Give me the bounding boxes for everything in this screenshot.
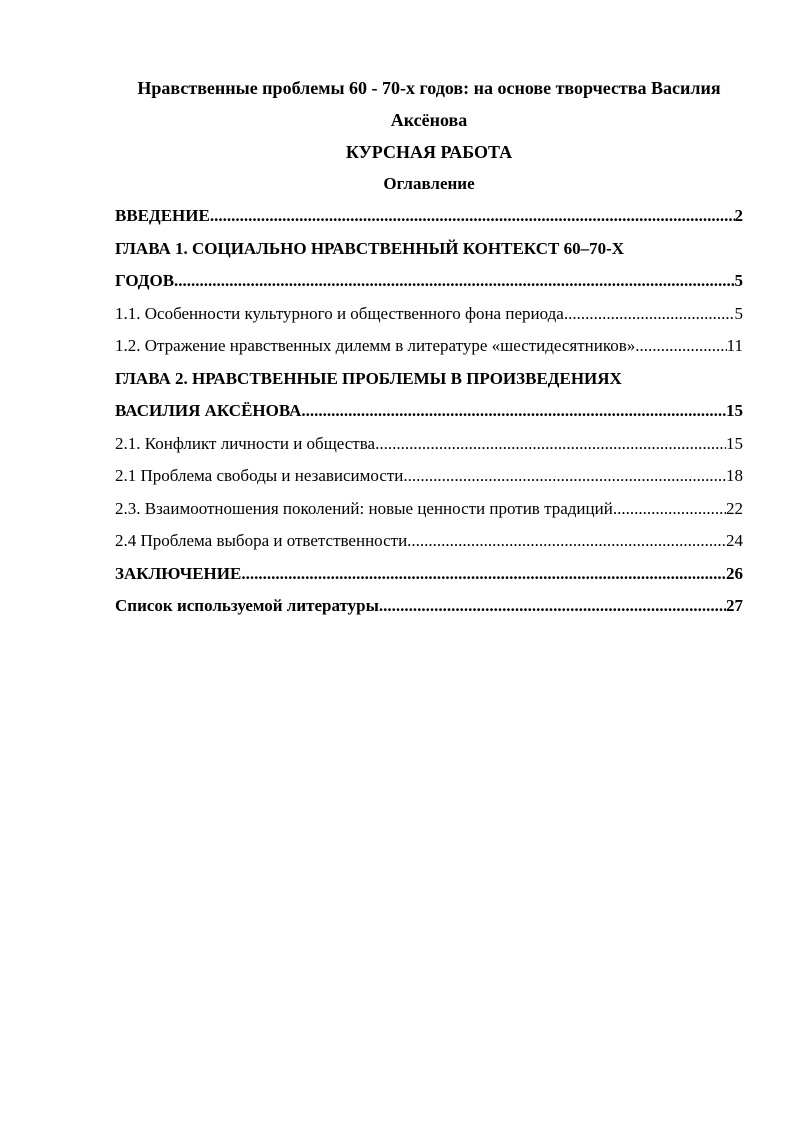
- dot-leader: [210, 200, 735, 233]
- toc-entry-label-line1: ГЛАВА 2. НРАВСТВЕННЫЕ ПРОБЛЕМЫ В ПРОИЗВЕДЕНИЯХ: [115, 368, 622, 388]
- toc-entry-conclusion[interactable]: [115, 558, 743, 591]
- dot-leader: [407, 525, 726, 558]
- toc-entry-label: ВАСИЛИЯ АКСЁНОВА: [115, 401, 302, 420]
- toc-heading: Оглавление: [383, 174, 475, 193]
- dot-leader: [375, 428, 726, 461]
- toc-page-number: 27: [726, 596, 743, 615]
- toc-page-number: 26: [726, 563, 743, 583]
- dot-leader: [301, 395, 726, 428]
- toc-entry-section-1-2[interactable]: [115, 330, 743, 363]
- toc-entry-section-2-4[interactable]: [115, 525, 743, 558]
- toc-entry-section-2-3[interactable]: [115, 493, 743, 526]
- dot-leader: [635, 330, 726, 363]
- toc-page-number: 24: [726, 531, 743, 550]
- dot-leader: [564, 298, 735, 331]
- document-title-line1: Нравственные проблемы 60 - 70-х годов: на основе творчества Василия: [137, 78, 721, 98]
- toc-page-number: 18: [726, 466, 743, 485]
- toc-entry-label: ВВЕДЕНИЕ: [115, 206, 210, 225]
- table-of-contents: [115, 200, 743, 623]
- toc-entry-label: 2.4 Проблема выбора и ответственности: [115, 531, 408, 550]
- toc-entry-section-2-2[interactable]: [115, 460, 743, 493]
- toc-page-number: 15: [726, 433, 743, 453]
- dot-leader: [403, 460, 726, 493]
- toc-page-number: 5: [734, 271, 743, 290]
- toc-entry-label: 1.1. Особенности культурного и общественного фона периода: [115, 303, 564, 323]
- toc-entry-label: ГОДОВ: [115, 271, 175, 290]
- toc-page-number: 22: [726, 498, 743, 518]
- toc-entry-label: 1.2. Отражение нравственных дилемм в литературе «шестидесятников»: [115, 336, 636, 355]
- toc-entry-chapter-1[interactable]: [115, 233, 743, 298]
- toc-entry-label: ЗАКЛЮЧЕНИЕ: [115, 563, 242, 583]
- document-title-line2: Аксёнова: [390, 110, 468, 130]
- toc-entry-label: 2.1. Конфликт личности и общества: [115, 433, 376, 453]
- toc-page-number: 5: [734, 303, 743, 323]
- toc-entry-section-2-1[interactable]: [115, 428, 743, 461]
- toc-entry-chapter-2[interactable]: [115, 363, 743, 428]
- toc-entry-label: 2.1 Проблема свободы и независимости: [115, 466, 404, 485]
- toc-entry-section-1-1[interactable]: [115, 298, 743, 331]
- toc-page-number: 2: [734, 206, 743, 225]
- dot-leader: [379, 590, 726, 623]
- toc-page-number: 15: [726, 401, 743, 420]
- dot-leader: [613, 493, 726, 526]
- toc-entry-label-line1: ГЛАВА 1. СОЦИАЛЬНО НРАВСТВЕННЫЙ КОНТЕКСТ 60–70-Х: [115, 238, 625, 258]
- toc-entry-references[interactable]: [115, 590, 743, 623]
- dot-leader: [241, 558, 726, 591]
- dot-leader: [174, 265, 734, 298]
- toc-entry-label: 2.3. Взаимоотношения поколений: новые ценности против традиций: [115, 498, 613, 518]
- document-page: [115, 72, 743, 623]
- toc-entry-introduction[interactable]: [115, 200, 743, 233]
- toc-entry-label: Список используемой литературы: [115, 596, 379, 615]
- work-type-heading: КУРСНАЯ РАБОТА: [345, 142, 513, 162]
- toc-page-number: 11: [726, 336, 743, 355]
